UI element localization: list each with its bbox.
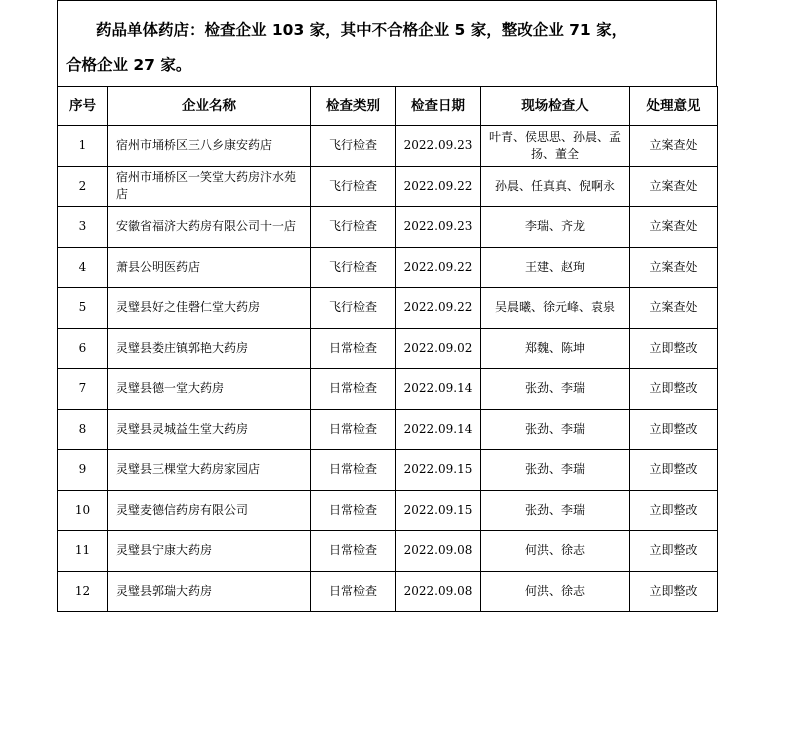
cell-name: 宿州市埇桥区一笑堂大药房汴水苑店: [108, 166, 311, 207]
cell-name: 灵璧县宁康大药房: [108, 531, 311, 572]
table-row: [58, 247, 718, 288]
cell-date: 2022.09.23: [396, 207, 481, 248]
cell-opinion: 立案查处: [630, 288, 718, 329]
cell-opinion: 立即整改: [630, 450, 718, 491]
cell-inspectors: 张劲、李瑞: [481, 450, 630, 491]
document-frame: [57, 0, 717, 612]
cell-type: 飞行检查: [311, 166, 396, 207]
cell-name: 灵璧麦德信药房有限公司: [108, 490, 311, 531]
cell-no: 4: [58, 247, 108, 288]
table-row: [58, 409, 718, 450]
table-row: [58, 166, 718, 207]
cell-name: 安徽省福济大药房有限公司十一店: [108, 207, 311, 248]
cell-inspectors: 何洪、徐志: [481, 531, 630, 572]
cell-no: 12: [58, 571, 108, 612]
cell-opinion: 立即整改: [630, 490, 718, 531]
cell-opinion: 立即整改: [630, 369, 718, 410]
cell-date: 2022.09.15: [396, 450, 481, 491]
table-row: [58, 207, 718, 248]
cell-no: 7: [58, 369, 108, 410]
cell-name: 灵璧县娄庄镇郭艳大药房: [108, 328, 311, 369]
cell-date: 2022.09.22: [396, 166, 481, 207]
cell-date: 2022.09.15: [396, 490, 481, 531]
inspection-table: [57, 86, 718, 612]
cell-opinion: 立即整改: [630, 531, 718, 572]
cell-inspectors: 王建、赵珣: [481, 247, 630, 288]
table-row: [58, 450, 718, 491]
cell-no: 1: [58, 126, 108, 167]
cell-opinion: 立案查处: [630, 166, 718, 207]
cell-type: 日常检查: [311, 571, 396, 612]
cell-no: 6: [58, 328, 108, 369]
cell-type: 飞行检查: [311, 207, 396, 248]
cell-inspectors: 孙晨、任真真、倪啊永: [481, 166, 630, 207]
cell-date: 2022.09.23: [396, 126, 481, 167]
header-opinion: 处理意见: [630, 87, 718, 126]
cell-inspectors: 张劲、李瑞: [481, 369, 630, 410]
table-row: [58, 490, 718, 531]
table-row: [58, 369, 718, 410]
table-row: [58, 571, 718, 612]
table-header-row: [58, 87, 718, 126]
cell-inspectors: 何洪、徐志: [481, 571, 630, 612]
cell-date: 2022.09.14: [396, 369, 481, 410]
cell-inspectors: 张劲、李瑞: [481, 490, 630, 531]
cell-name: 灵璧县好之佳磬仁堂大药房: [108, 288, 311, 329]
cell-type: 日常检查: [311, 490, 396, 531]
cell-type: 日常检查: [311, 328, 396, 369]
cell-opinion: 立即整改: [630, 328, 718, 369]
cell-name: 灵璧县郭瑞大药房: [108, 571, 311, 612]
cell-date: 2022.09.08: [396, 531, 481, 572]
cell-inspectors: 张劲、李瑞: [481, 409, 630, 450]
cell-inspectors: 吴晨曦、徐元峰、袁泉: [481, 288, 630, 329]
cell-date: 2022.09.08: [396, 571, 481, 612]
cell-date: 2022.09.14: [396, 409, 481, 450]
cell-type: 日常检查: [311, 531, 396, 572]
cell-name: 灵璧县灵城益生堂大药房: [108, 409, 311, 450]
cell-no: 5: [58, 288, 108, 329]
cell-date: 2022.09.22: [396, 247, 481, 288]
header-inspectors: 现场检查人: [481, 87, 630, 126]
table-row: [58, 531, 718, 572]
header-name: 企业名称: [108, 87, 311, 126]
cell-opinion: 立案查处: [630, 207, 718, 248]
cell-inspectors: 郑魏、陈坤: [481, 328, 630, 369]
cell-type: 日常检查: [311, 409, 396, 450]
table-row: [58, 126, 718, 167]
cell-name: 灵璧县德一堂大药房: [108, 369, 311, 410]
cell-inspectors: 李瑞、齐龙: [481, 207, 630, 248]
cell-no: 8: [58, 409, 108, 450]
table-row: [58, 328, 718, 369]
table-row: [58, 288, 718, 329]
summary-line-2: 合格企业 27 家。: [66, 56, 192, 74]
cell-date: 2022.09.22: [396, 288, 481, 329]
header-type: 检查类别: [311, 87, 396, 126]
cell-date: 2022.09.02: [396, 328, 481, 369]
cell-type: 日常检查: [311, 450, 396, 491]
cell-opinion: 立案查处: [630, 247, 718, 288]
cell-type: 飞行检查: [311, 126, 396, 167]
cell-name: 萧县公明医药店: [108, 247, 311, 288]
cell-no: 3: [58, 207, 108, 248]
cell-name: 灵璧县三棵堂大药房家园店: [108, 450, 311, 491]
cell-no: 2: [58, 166, 108, 207]
cell-no: 9: [58, 450, 108, 491]
cell-opinion: 立案查处: [630, 126, 718, 167]
cell-opinion: 立即整改: [630, 571, 718, 612]
cell-type: 飞行检查: [311, 288, 396, 329]
cell-no: 11: [58, 531, 108, 572]
cell-opinion: 立即整改: [630, 409, 718, 450]
cell-type: 飞行检查: [311, 247, 396, 288]
header-date: 检查日期: [396, 87, 481, 126]
cell-type: 日常检查: [311, 369, 396, 410]
summary-line-1: 药品单体药店：检查企业 103 家，其中不合格企业 5 家，整改企业 71 家，: [96, 21, 628, 39]
cell-inspectors: 叶青、侯思思、孙晨、孟扬、董全: [481, 126, 630, 167]
cell-no: 10: [58, 490, 108, 531]
cell-name: 宿州市埇桥区三八乡康安药店: [108, 126, 311, 167]
summary-paragraph: [57, 0, 717, 86]
header-no: 序号: [58, 87, 108, 126]
